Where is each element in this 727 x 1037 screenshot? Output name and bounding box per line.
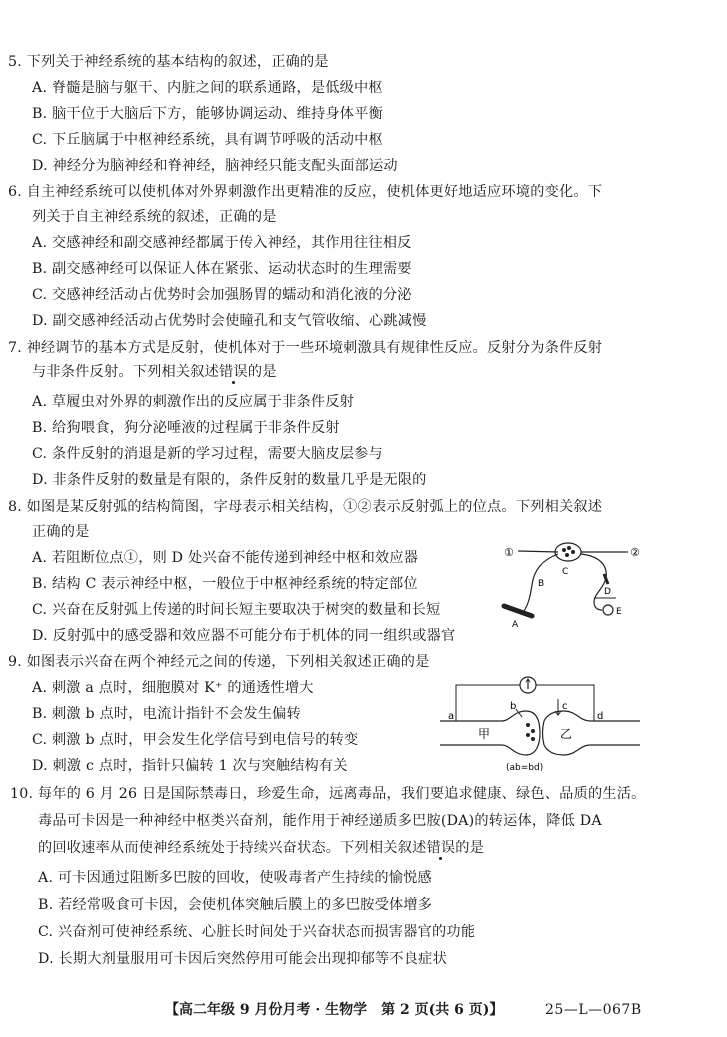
question-stem-continued: 正确的是 <box>32 524 90 540</box>
point-c-label: c <box>562 701 568 712</box>
footer-code: 25—L—067B <box>545 1002 642 1018</box>
option-a: A. 刺激 a 点时，细胞膜对 K⁺ 的通透性增大 <box>32 680 314 696</box>
stem-text: 的是 <box>247 364 277 380</box>
option-a: A. 草履虫对外界的刺激作出的反应属于非条件反射 <box>32 394 355 410</box>
effector-e <box>603 605 613 615</box>
efferent-fiber-d <box>581 554 606 610</box>
option-d: D. 反射弧中的感受器和效应器不可能分布于机体的同一组织或器官 <box>32 628 456 644</box>
neuron-jia-label: 甲 <box>478 727 491 741</box>
option-b: B. 刺激 b 点时，电流计指针不会发生偏转 <box>32 706 301 722</box>
label-c: C <box>562 567 569 577</box>
option-a: A. 可卡因通过阻断多巴胺的回收，使吸毒者产生持续的愉悦感 <box>38 870 432 886</box>
option-c: C. 兴奋剂可使神经系统、心脏长时间处于兴奋状态而损害器官的功能 <box>38 924 476 940</box>
option-a: A. 脊髓是脑与躯干、内脏之间的联系通路，是低级中枢 <box>32 80 383 96</box>
point-a-label: a <box>448 711 455 722</box>
option-d: D. 副交感神经活动占优势时会使瞳孔和支气管收缩、心跳减慢 <box>32 313 427 329</box>
label-a: A <box>512 620 519 630</box>
question-stem-continued <box>38 838 484 858</box>
question-stem: 9. 如图表示兴奋在两个神经元之间的传递，下列相关叙述正确的是 <box>8 654 430 670</box>
reflex-arc-diagram <box>490 530 650 630</box>
option-b: B. 若经常吸食可卡因，会使机体突触后膜上的多巴胺受体增多 <box>38 897 433 913</box>
option-c: C. 交感神经活动占优势时会加强肠胃的蠕动和消化液的分泌 <box>32 287 412 303</box>
neuron-yi-label: 乙 <box>560 727 573 741</box>
option-b: B. 结构 C 表示神经中枢，一般位于中枢神经系统的特定部位 <box>32 576 418 592</box>
label-e: E <box>616 607 622 617</box>
option-d: D. 刺激 c 点时，指针只偏转 1 次与突触结构有关 <box>32 758 348 774</box>
option-b: B. 给狗喂食，狗分泌唾液的过程属于非条件反射 <box>32 420 340 436</box>
option-d: D. 非条件反射的数量是有限的，条件反射的数量几乎是无限的 <box>32 472 427 488</box>
stem-text: 的是 <box>455 840 485 856</box>
point-b-label: b <box>510 701 517 712</box>
stem-text: 与非条件反射。下列相关叙述 <box>32 364 220 380</box>
option-a: A. 交感神经和副交感神经都属于传入神经，其作用往往相反 <box>32 235 412 251</box>
emphasis-mark: 错误 <box>426 840 456 856</box>
question-stem-continued <box>32 362 277 382</box>
question-stem-continued: 毒品可卡因是一种神经中枢类兴奋剂，能作用于神经递质多巴胺(DA)的转运体，降低 DA <box>38 813 602 829</box>
afferent-line <box>518 551 558 552</box>
receptor-a <box>504 606 532 616</box>
option-d: D. 神经分为脑神经和脊神经，脑神经只能支配头面部运动 <box>32 158 398 174</box>
stem-text: 的回收速率从而使神经系统处于持续兴奋状态。下列相关叙述 <box>38 840 427 856</box>
option-c: C. 兴奋在反射弧上传递的时间长短主要取决于树突的数量和长短 <box>32 602 441 618</box>
point-d-label: d <box>597 711 604 722</box>
option-a: A. 若阻断位点①，则 D 处兴奋不能传递到神经中枢和效应器 <box>32 550 419 566</box>
option-c: C. 下丘脑属于中枢神经系统，具有调节呼吸的活动中枢 <box>32 132 383 148</box>
point-2-label: ② <box>630 546 640 559</box>
question-stem: 6. 自主神经系统可以使机体对外界刺激作出更精准的反应，使机体更好地适应环境的变化。下 <box>8 184 603 200</box>
question-stem: 8. 如图是某反射弧的结构简图，字母表示相关结构，①②表示反射弧上的位点。下列相关叙述 <box>8 499 603 515</box>
option-c: C. 条件反射的消退是新的学习过程，需要大脑皮层参与 <box>32 446 383 462</box>
question-stem: 7. 神经调节的基本方式是反射，使机体对于一些环境刺激具有规律性反应。反射分为条件反射 <box>8 340 603 356</box>
emphasis-mark: 错误 <box>219 364 248 380</box>
option-c: C. 刺激 b 点时，甲会发生化学信号到电信号的转变 <box>32 732 359 748</box>
nerve-center-c <box>555 543 581 561</box>
question-stem: 10. 每年的 6 月 26 日是国际禁毒日，珍爱生命，远离毒品，我们要追求健康、绿色、品质的生活。 <box>10 786 646 802</box>
footer-title: 【高二年级 9 月份月考 · 生物学 第 2 页(共 6 页)】 <box>165 1002 504 1018</box>
length-note: (ab=bd) <box>506 763 544 773</box>
synapse-diagram <box>440 673 640 773</box>
point-1-label: ① <box>504 546 514 559</box>
neuron-yi <box>543 711 641 755</box>
option-b: B. 脑干位于大脑后下方，能够协调运动、维持身体平衡 <box>32 106 383 122</box>
label-d: D <box>604 587 611 597</box>
question-stem: 5. 下列关于神经系统的基本结构的叙述，正确的是 <box>8 54 329 70</box>
label-b: B <box>538 579 545 589</box>
question-stem-continued: 列关于自主神经系统的叙述，正确的是 <box>32 209 277 225</box>
option-b: B. 副交感神经可以保证人体在紧张、运动状态时的生理需要 <box>32 261 412 277</box>
option-d: D. 长期大剂量服用可卡因后突然停用可能会出现抑郁等不良症状 <box>38 951 447 967</box>
